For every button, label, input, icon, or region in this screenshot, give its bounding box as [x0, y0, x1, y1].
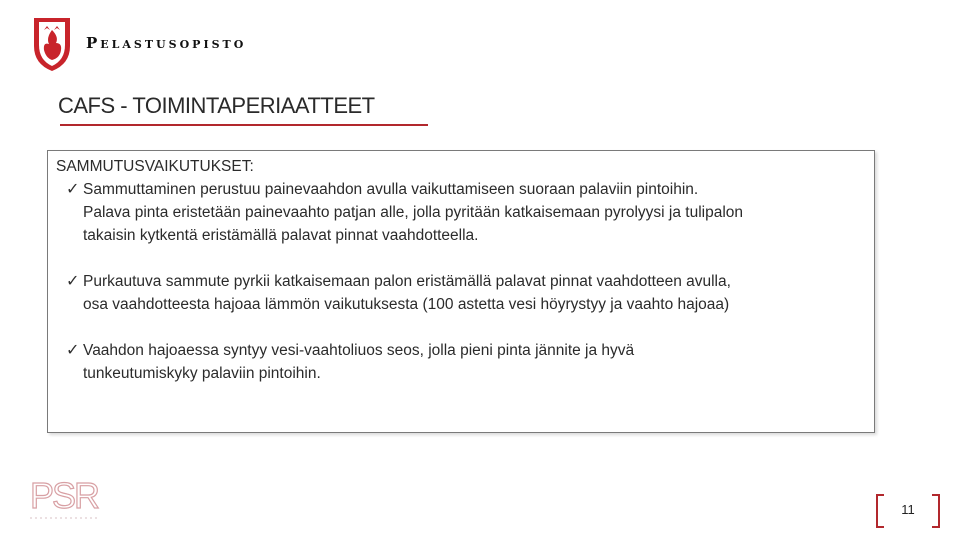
- section-heading: SAMMUTUSVAIKUTUKSET:: [56, 158, 254, 175]
- checkmark-icon: ✓: [66, 342, 80, 359]
- shield-flame-emblem-icon: [30, 16, 74, 72]
- bullet-line: Sammuttaminen perustuu painevaahdon avulla vaikuttamiseen suoraan palaviin pintoihin.: [83, 181, 699, 198]
- checkmark-icon: ✓: [66, 181, 80, 198]
- header-logo: [30, 16, 270, 72]
- page-title: CAFS - TOIMINTAPERIAATTEET: [58, 93, 375, 118]
- right-bracket: [932, 494, 940, 528]
- list-item: [56, 178, 866, 247]
- list-item: [56, 339, 866, 385]
- svg-text:PSR: PSR: [30, 475, 99, 516]
- page-number-badge: [876, 494, 940, 526]
- list-item: [56, 270, 866, 316]
- bullet-line: Vaahdon hajoaessa syntyy vesi-vaahtoliuos seos, jolla pieni pinta jännite ja hyvä: [83, 342, 635, 359]
- org-wordmark: Pelastusopisto: [86, 34, 247, 52]
- bullet-line: Palava pinta eristetään painevaahto patjan alle, jolla pyritään katkaisemaan pyrolyysi ja tulipalon: [83, 204, 744, 221]
- bullet-line: osa vaahdotteesta hajoaa lämmön vaikutuksesta (100 astetta vesi höyrystyy ja vaahto hajoaa): [83, 296, 730, 313]
- title-underline: [60, 124, 428, 126]
- page-number: 11: [901, 502, 915, 517]
- bullet-line: Purkautuva sammute pyrkii katkaisemaan palon eristämällä palavat pinnat vaahdotteen avulla,: [83, 273, 731, 290]
- bullet-line: tunkeutumiskyky palaviin pintoihin.: [83, 365, 321, 382]
- bullet-line: takaisin kytkentä eristämällä palavat pinnat vaahdotteella.: [83, 227, 479, 244]
- checkmark-icon: ✓: [66, 273, 80, 290]
- content-box: [47, 150, 875, 433]
- psr-logo-icon: [30, 472, 102, 522]
